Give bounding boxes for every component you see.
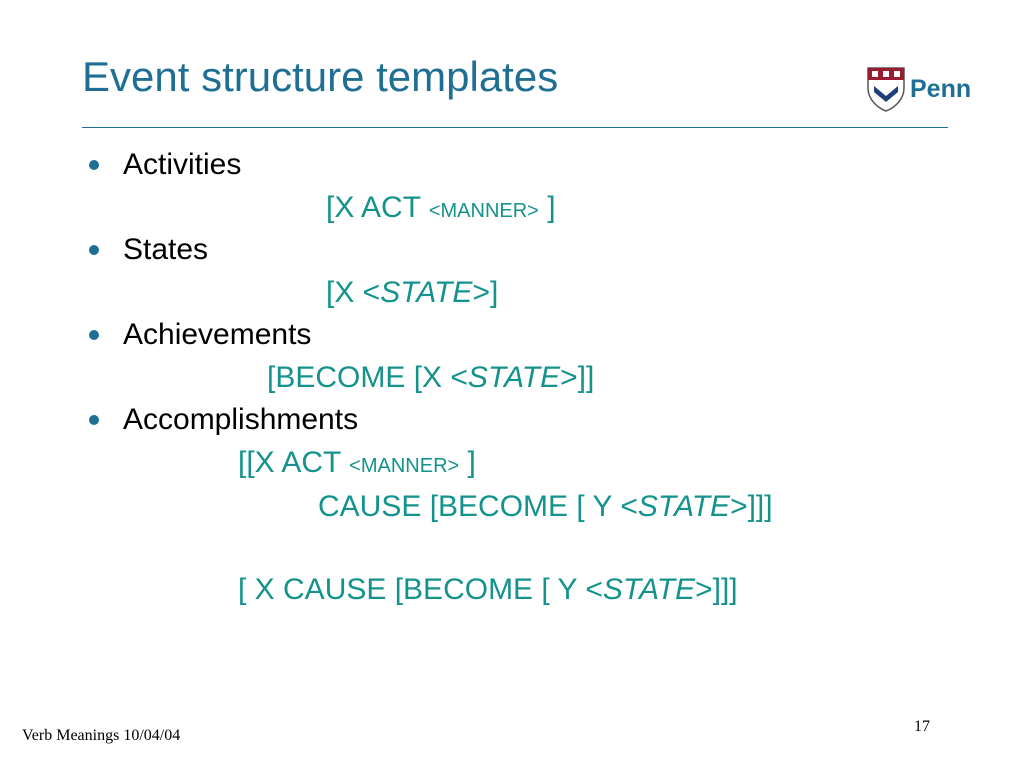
- penn-logo: [866, 66, 971, 112]
- bullet-dot: [89, 160, 99, 170]
- bullet-activities: Activities: [123, 148, 242, 181]
- bullet-states: States: [123, 233, 209, 266]
- logo-text: Penn: [910, 74, 972, 103]
- bullet-achievements: Achievements: [123, 318, 312, 351]
- formula-accomplishments-line1: [[X ACT <MANNER> ]: [238, 446, 476, 479]
- penn-shield-icon: [866, 66, 906, 112]
- formula-accomplishments-alt: [ X CAUSE [BECOME [ Y <STATE>]]]: [238, 573, 738, 606]
- bullet-accomplishments: Accomplishments: [123, 403, 359, 436]
- formula-achievements: [BECOME [X <STATE>]]: [267, 361, 595, 394]
- bullet-dot: [89, 330, 99, 340]
- bullet-dot: [89, 415, 99, 425]
- title-divider: [82, 127, 948, 128]
- slide-title: Event structure templates: [82, 53, 559, 100]
- page-number: 17: [914, 718, 930, 735]
- formula-activities: [X ACT <MANNER> ]: [326, 191, 556, 224]
- slide-footer: Verb Meanings 10/04/04: [22, 727, 181, 744]
- formula-accomplishments-line2: CAUSE [BECOME [ Y <STATE>]]]: [318, 490, 773, 523]
- bullet-dot: [89, 245, 99, 255]
- formula-states: [X <STATE>]: [326, 276, 499, 309]
